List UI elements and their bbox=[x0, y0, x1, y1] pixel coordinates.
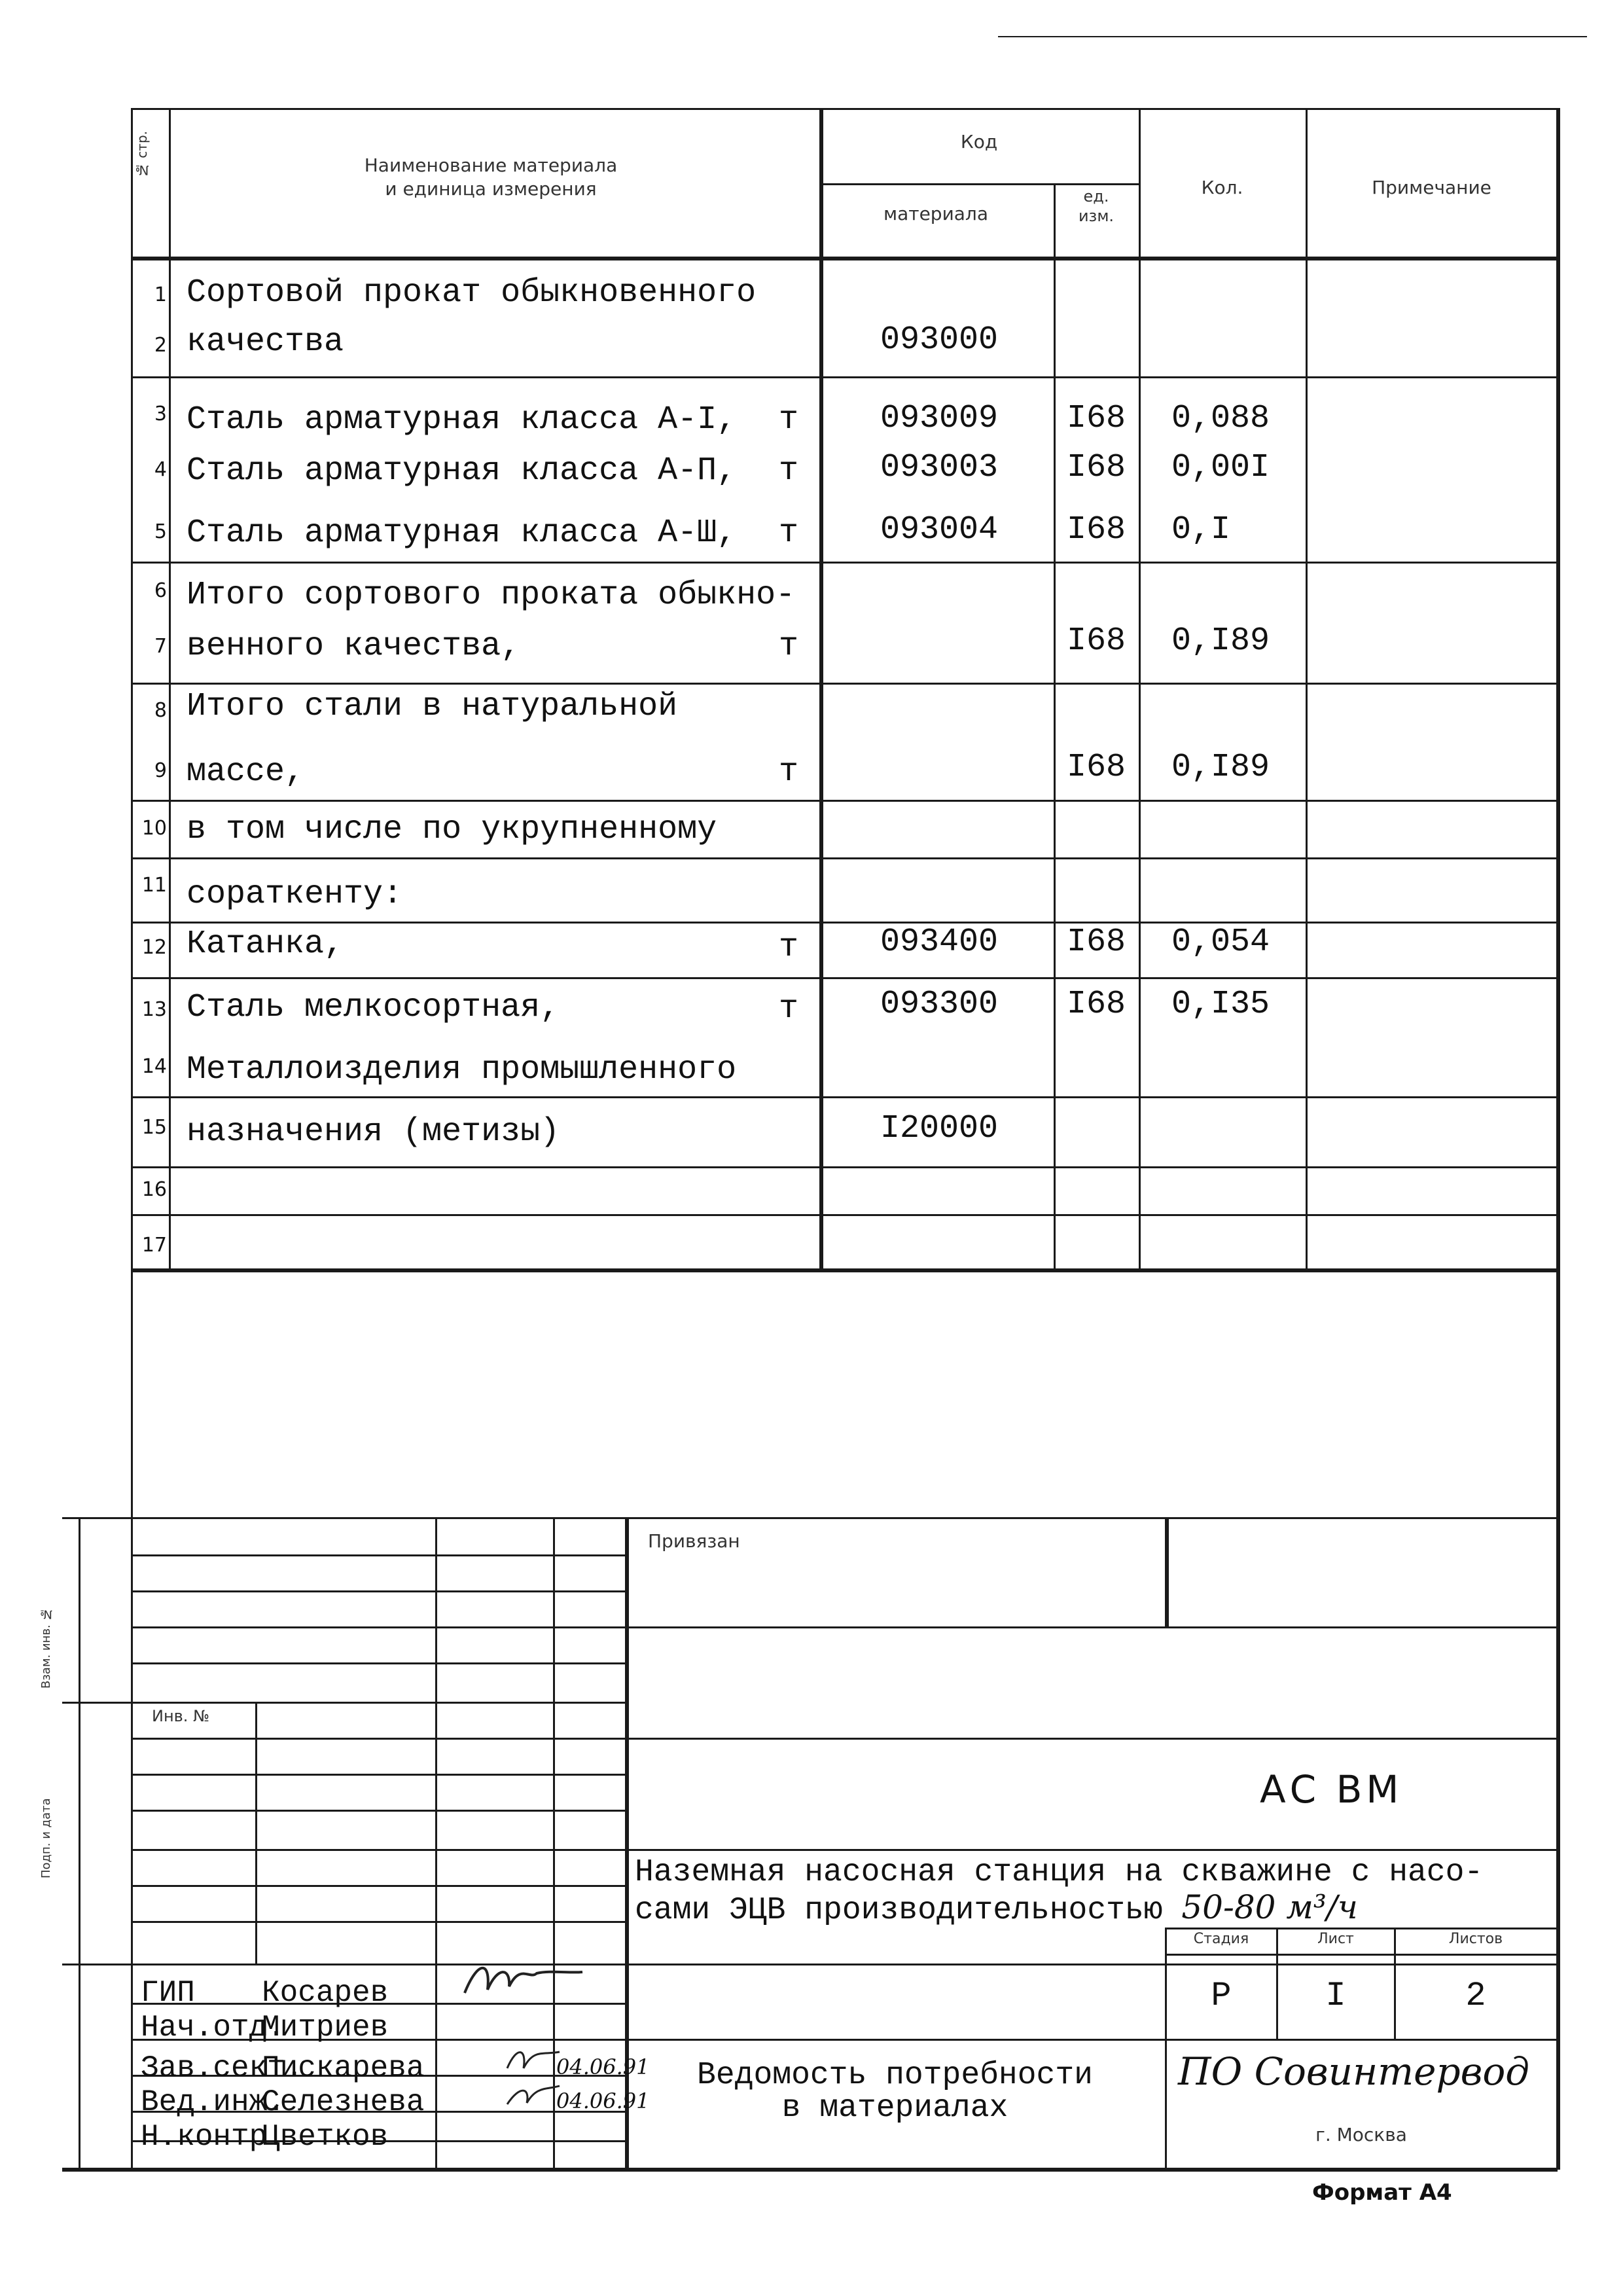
row-unit: т bbox=[779, 628, 799, 665]
signer-name: Митриев bbox=[262, 2011, 389, 2045]
col-line-num bbox=[169, 108, 171, 1270]
row-code: 093000 bbox=[880, 321, 999, 359]
side-strip-line bbox=[79, 1517, 80, 2172]
grid-row bbox=[131, 1810, 625, 1812]
signer-name: Цветков bbox=[262, 2120, 389, 2154]
signature-icon bbox=[458, 1954, 589, 2006]
header-code-unit: ед. изм. bbox=[1078, 187, 1115, 225]
frame-right-border bbox=[1556, 108, 1560, 2170]
row-line bbox=[131, 376, 1558, 378]
row-unit: т bbox=[779, 401, 799, 439]
row-unit: т bbox=[779, 452, 799, 490]
row-name: в том числе по укрупненному bbox=[187, 811, 717, 848]
row-number: 1 bbox=[154, 283, 167, 306]
row-number: 13 bbox=[141, 998, 167, 1021]
row-name: массе, bbox=[187, 753, 305, 791]
stamp-line bbox=[625, 1626, 1558, 1628]
project-title-text: сами ЭЦВ производительностью bbox=[635, 1893, 1163, 1928]
row-name: Итого сортового проката обыкно- bbox=[187, 577, 796, 614]
grid-row bbox=[131, 1662, 625, 1664]
row-qty: 0,I89 bbox=[1171, 749, 1270, 786]
frame-left-border bbox=[131, 108, 133, 1522]
row-unit: т bbox=[779, 514, 799, 552]
stamp-line bbox=[625, 1849, 1558, 1851]
row-name: Сталь мелкосортная, bbox=[187, 989, 560, 1026]
row-number: 10 bbox=[141, 817, 167, 840]
top-rule bbox=[998, 36, 1587, 37]
row-number: 9 bbox=[154, 759, 167, 782]
side-strip-divider bbox=[62, 1702, 131, 1704]
row-line bbox=[131, 1166, 1558, 1168]
doc-title-line2: в материалах bbox=[781, 2090, 1008, 2126]
row-line bbox=[131, 857, 1558, 859]
signer-date: 04.06.91 bbox=[556, 2054, 650, 2079]
row-number: 5 bbox=[154, 520, 167, 543]
signer-role: Н.контр. bbox=[141, 2120, 285, 2154]
row-name: Сталь арматурная класса А-Ш, bbox=[187, 514, 737, 552]
row-name: Металлоизделия промышленного bbox=[187, 1051, 737, 1088]
side-label-bottom: Подп. и дата bbox=[39, 1798, 53, 1878]
grid-row bbox=[131, 1626, 625, 1628]
header-code: Код bbox=[960, 131, 998, 152]
row-name: качества bbox=[187, 323, 344, 361]
sheet-label: Лист bbox=[1317, 1931, 1354, 1947]
sheets-label: Листов bbox=[1448, 1931, 1503, 1947]
row-number: 15 bbox=[141, 1116, 167, 1139]
row-code: 093300 bbox=[880, 986, 999, 1023]
row-code: 093009 bbox=[880, 400, 999, 437]
stage-label: Стадия bbox=[1193, 1931, 1249, 1947]
row-name: Сталь арматурная класса А-П, bbox=[187, 452, 737, 490]
table-top-border bbox=[131, 108, 1558, 110]
stage-line bbox=[1165, 1928, 1558, 1929]
grid-row bbox=[131, 1921, 625, 1923]
org-city: г. Москва bbox=[1315, 2124, 1407, 2145]
grid-line bbox=[435, 1517, 437, 2172]
row-code: 093003 bbox=[880, 449, 999, 486]
row-qty: 0,I89 bbox=[1171, 622, 1270, 660]
sheets-value: 2 bbox=[1465, 1977, 1486, 2015]
grid-row bbox=[62, 1964, 1558, 1965]
code-subheader-line bbox=[819, 183, 1139, 185]
stamp-top-border bbox=[62, 1517, 1558, 1519]
privyazan-label: Привязан bbox=[648, 1530, 740, 1552]
side-label-top: Взам. инв. № bbox=[39, 1607, 53, 1689]
row-line bbox=[131, 800, 1558, 802]
stage-line bbox=[625, 2039, 1558, 2041]
signer-role: Вед.инж. bbox=[141, 2085, 285, 2119]
row-name: Сортовой прокат обыкновенного bbox=[187, 274, 757, 312]
privyazan-divider bbox=[1165, 1517, 1169, 1628]
row-line bbox=[131, 683, 1558, 685]
grid-row bbox=[131, 1590, 625, 1592]
row-number: 4 bbox=[154, 458, 167, 481]
row-unit: т bbox=[779, 990, 799, 1028]
row-code: 093004 bbox=[880, 511, 999, 548]
org-name: ПО Совинтервод bbox=[1178, 2049, 1530, 2094]
signature-icon bbox=[504, 2042, 563, 2075]
grid-line bbox=[255, 1702, 257, 1964]
signer-role: ГИП bbox=[141, 1976, 195, 2010]
signer-name: Пискарева bbox=[262, 2051, 425, 2085]
grid-row bbox=[131, 1849, 625, 1851]
row-unit: т bbox=[779, 929, 799, 966]
signature-icon bbox=[504, 2078, 563, 2111]
row-line bbox=[131, 1096, 1558, 1098]
grid-row bbox=[131, 1702, 625, 1704]
row-number: 6 bbox=[154, 579, 167, 602]
side-strip-line bbox=[131, 1517, 133, 2172]
grid-row bbox=[131, 1738, 625, 1740]
header-name: Наименование материала и единица измерения bbox=[364, 154, 618, 200]
table-bottom-border bbox=[131, 1268, 1558, 1272]
row-number: 12 bbox=[141, 936, 167, 959]
header-qty: Кол. bbox=[1201, 177, 1243, 198]
row-number: 2 bbox=[154, 334, 167, 357]
col-line-name bbox=[819, 108, 823, 1270]
header-bottom-border bbox=[131, 257, 1558, 260]
row-qty: 0,I bbox=[1171, 511, 1231, 548]
row-ed: I68 bbox=[1066, 924, 1126, 961]
format-label: Формат А4 bbox=[1312, 2179, 1452, 2206]
row-number: 17 bbox=[141, 1234, 167, 1257]
row-code: I20000 bbox=[880, 1110, 999, 1147]
row-name: Сталь арматурная класса А-I, bbox=[187, 401, 737, 439]
row-ed: I68 bbox=[1066, 449, 1126, 486]
signer-name: Косарев bbox=[262, 1976, 389, 2010]
row-name: сораткенту: bbox=[187, 876, 403, 913]
grid-row bbox=[131, 1554, 625, 1556]
row-number: 7 bbox=[154, 635, 167, 658]
col-line-ed bbox=[1139, 108, 1141, 1270]
row-ed: I68 bbox=[1066, 749, 1126, 786]
row-number: 8 bbox=[154, 699, 167, 722]
row-name: Катанка, bbox=[187, 925, 344, 963]
row-ed: I68 bbox=[1066, 622, 1126, 660]
stamp-bottom-border bbox=[62, 2168, 1558, 2172]
row-ed: I68 bbox=[1066, 986, 1126, 1023]
project-title-line2 bbox=[635, 1890, 1358, 1928]
grid-row bbox=[131, 1774, 625, 1776]
row-qty: 0,054 bbox=[1171, 924, 1270, 961]
row-qty: 0,00I bbox=[1171, 449, 1270, 486]
row-qty: 0,088 bbox=[1171, 400, 1270, 437]
capacity: 50-80 м³/ч bbox=[1181, 1888, 1358, 1926]
row-number: 14 bbox=[141, 1055, 167, 1078]
row-line bbox=[131, 1214, 1558, 1216]
inv-no-label: Инв. № bbox=[152, 1707, 210, 1725]
row-ed: I68 bbox=[1066, 400, 1126, 437]
row-number: 11 bbox=[141, 874, 167, 897]
sheet-value: I bbox=[1325, 1977, 1346, 2015]
row-line bbox=[131, 977, 1558, 979]
stamp-line bbox=[625, 1738, 1558, 1740]
row-line bbox=[131, 562, 1558, 564]
col-line-qty bbox=[1306, 108, 1308, 1270]
stage-line bbox=[1165, 1954, 1558, 1956]
header-row-num: № стр. bbox=[134, 131, 150, 179]
signer-name: Селезнева bbox=[262, 2085, 425, 2119]
signer-role: Нач.отд. bbox=[141, 2011, 285, 2045]
stage-value: Р bbox=[1211, 1977, 1232, 2015]
grid-row bbox=[131, 1885, 625, 1887]
doc-code: АС ВМ bbox=[1260, 1767, 1403, 1812]
col-line-code bbox=[1054, 183, 1056, 1270]
header-code-material: материала bbox=[883, 203, 988, 224]
signer-role: Зав.сект. bbox=[141, 2051, 304, 2085]
row-number: 16 bbox=[141, 1178, 167, 1201]
row-code: 093400 bbox=[880, 924, 999, 961]
row-name: венного качества, bbox=[187, 628, 521, 665]
row-name: назначения (метизы) bbox=[187, 1113, 560, 1151]
signer-date: 04.06.91 bbox=[556, 2089, 650, 2113]
row-qty: 0,I35 bbox=[1171, 986, 1270, 1023]
row-unit: т bbox=[779, 753, 799, 791]
row-number: 3 bbox=[154, 403, 167, 425]
project-title-line1: Наземная насосная станция на скважине с насо- bbox=[635, 1855, 1484, 1890]
row-ed: I68 bbox=[1066, 511, 1126, 548]
row-name: Итого стали в натуральной bbox=[187, 688, 678, 725]
doc-title-line1: Ведомость потребности bbox=[697, 2058, 1093, 2093]
header-note: Примечание bbox=[1372, 177, 1491, 198]
